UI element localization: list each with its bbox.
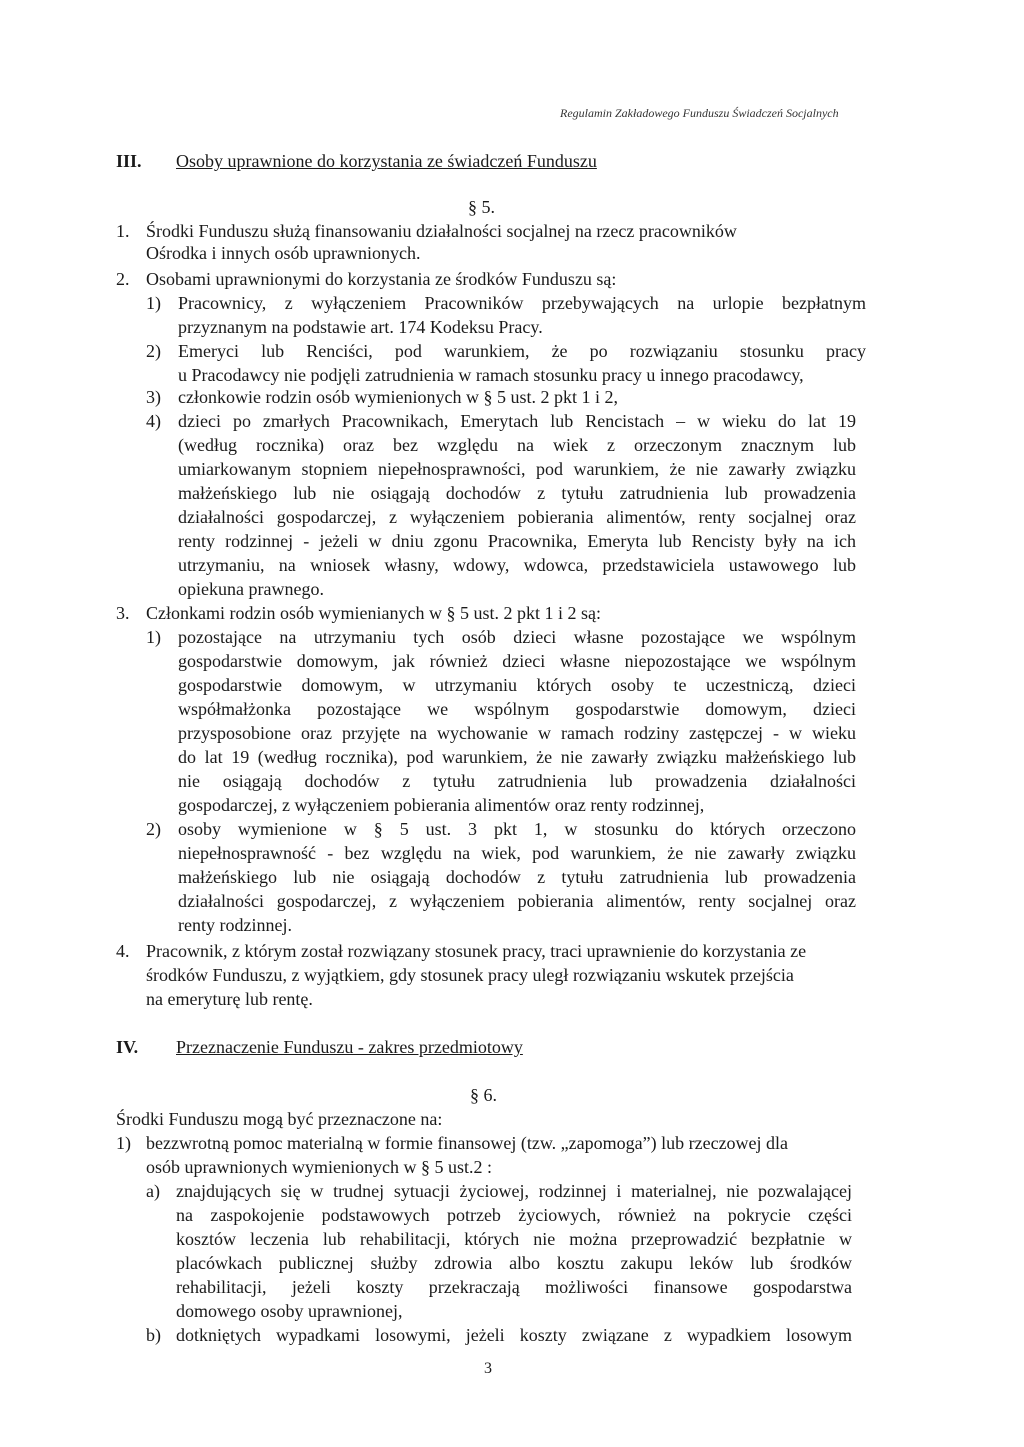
subitem-2-4-line: opiekuna prawnego. xyxy=(178,579,324,599)
running-header: Regulamin Zakładowego Funduszu Świadczeń Socjalnych xyxy=(560,106,839,120)
subitem-3-1-line: przysposobione oraz przyjęte na wychowanie w ramach rodziny zastępczej - w wieku xyxy=(178,723,856,743)
subitem-3-1-marker: 1) xyxy=(146,627,161,647)
item-1-line: Środki Funduszu służą finansowaniu działalności socjalnej na rzecz pracowników xyxy=(146,221,737,241)
s4-item-b-line: dotkniętych wypadkami losowymi, jeżeli koszty związane z wypadkiem losowym xyxy=(176,1325,852,1345)
subitem-2-4-line: małżeńskiego lub nie osiągają dochodów z tytułu zatrudnienia lub prowadzenia xyxy=(178,483,856,503)
subitem-2-1-marker: 1) xyxy=(146,293,161,313)
subitem-2-1-line: przyznanym na podstawie art. 174 Kodeksu Pracy. xyxy=(178,317,543,337)
subitem-3-2-line: osoby wymienione w § 5 ust. 3 pkt 1, w stosunku do których orzeczono xyxy=(178,819,856,839)
page-number: 3 xyxy=(484,1360,492,1377)
subitem-3-1-line: do lat 19 (według rocznika), pod warunkiem, że nie zawarły związku małżeńskiego lub xyxy=(178,747,856,767)
subitem-2-2-line: u Pracodawcy nie podjęli zatrudnienia w ramach stosunku pracy u innego pracodawcy, xyxy=(178,365,804,385)
s4-item-a-line: domowego osoby uprawnionej, xyxy=(176,1301,403,1321)
s4-item-a-line: placówkach publicznej służby zdrowia albo kosztu zakupu leków lub środków xyxy=(176,1253,852,1273)
subitem-3-1-line: pozostające na utrzymaniu tych osób dzieci własne pozostające we wspólnym xyxy=(178,627,856,647)
section-3-number: III. xyxy=(116,151,142,171)
item-1-line: Ośrodka i innych osób uprawnionych. xyxy=(146,243,421,263)
item-3-line: Członkami rodzin osób wymienianych w § 5 ust. 2 pkt 1 i 2 są: xyxy=(146,603,601,623)
subitem-3-2-line: renty rodzinnej. xyxy=(178,915,292,935)
subitem-2-4-line: (według rocznika) oraz bez względu na wiek z orzeczonym znacznym lub xyxy=(178,435,856,455)
s4-item-1-line: osób uprawnionych wymienionych w § 5 ust.2 : xyxy=(146,1157,492,1177)
subitem-3-2-line: działalności gospodarczej, z wyłączeniem pobierania alimentów, renty socjalnej oraz xyxy=(178,891,856,911)
item-3-marker: 3. xyxy=(116,603,130,623)
section-4-number: IV. xyxy=(116,1037,139,1057)
subitem-3-2-marker: 2) xyxy=(146,819,161,839)
s4-item-a-line: rehabilitacji, jeżeli koszty przekraczają możliwości finansowe gospodarstwa xyxy=(176,1277,852,1297)
item-2-line: Osobami uprawnionymi do korzystania ze środków Funduszu są: xyxy=(146,269,617,289)
item-4-line: na emeryturę lub rentę. xyxy=(146,989,313,1009)
section-4-title: Przeznaczenie Funduszu - zakres przedmiotowy xyxy=(176,1037,523,1057)
subitem-3-2-line: małżeńskiego lub nie osiągają dochodów z tytułu zatrudnienia lub prowadzenia xyxy=(178,867,856,887)
item-1-marker: 1. xyxy=(116,221,130,241)
item-2-marker: 2. xyxy=(116,269,130,289)
section-3-title: Osoby uprawnione do korzystania ze świadczeń Funduszu xyxy=(176,151,597,171)
item-4-line: środków Funduszu, z wyjątkiem, gdy stosunek pracy uległ rozwiązaniu wskutek przejścia xyxy=(146,965,794,985)
subitem-2-4-line: utrzymaniu, na wniosek własny, wdowy, wdowca, przedstawiciela ustawowego lub xyxy=(178,555,856,575)
subitem-2-4-line: umiarkowanym stopniem niepełnosprawności, pod warunkiem, że nie zawarły związku xyxy=(178,459,856,479)
s4-item-a-line: na zaspokojenie podstawowych potrzeb życiowych, również na pokrycie części xyxy=(176,1205,852,1225)
subitem-2-2-line: Emeryci lub Renciści, pod warunkiem, że po rozwiązaniu stosunku pracy xyxy=(178,341,866,361)
subitem-3-1-line: gospodarstwie domowym, jak również dzieci własne niepozostające we wspólnym xyxy=(178,651,856,671)
subitem-2-4-marker: 4) xyxy=(146,411,161,431)
subitem-3-1-line: gospodarstwie domowym, w utrzymaniu których osoby te uczestniczą, dzieci xyxy=(178,675,856,695)
subitem-2-4-line: działalności gospodarczej, z wyłączeniem pobierania alimentów, renty socjalnej oraz xyxy=(178,507,856,527)
s4-item-1-line: bezzwrotną pomoc materialną w formie finansowej (tzw. „zapomoga”) lub rzeczowej dla xyxy=(146,1133,789,1153)
s4-item-a-line: znajdujących się w trudnej sytuacji życiowej, rodzinnej i materialnej, nie pozwalającej xyxy=(176,1181,852,1201)
item-4-marker: 4. xyxy=(116,941,130,961)
subitem-2-2-marker: 2) xyxy=(146,341,161,361)
s4-item-a-line: kosztów leczenia lub rehabilitacji, których nie można przeprowadzić bezpłatnie w xyxy=(176,1229,852,1249)
s4-item-a-marker: a) xyxy=(146,1181,160,1201)
s4-item-1-marker: 1) xyxy=(116,1133,131,1153)
subitem-2-4-line: dzieci po zmarłych Pracownikach, Emerytach lub Rencistach – w wieku do lat 19 xyxy=(178,411,856,431)
s4-item-b-marker: b) xyxy=(146,1325,161,1345)
subitem-2-1-line: Pracownicy, z wyłączeniem Pracowników przebywających na urlopie bezpłatnym xyxy=(178,293,866,313)
section-4-intro: Środki Funduszu mogą być przeznaczone na: xyxy=(116,1109,443,1129)
subitem-3-1-line: gospodarczej, z wyłączeniem pobierania alimentów oraz renty rodzinnej, xyxy=(178,795,705,815)
subitem-3-1-line: nie osiągają dochodów z tytułu zatrudnienia lub prowadzenia działalności xyxy=(178,771,856,791)
subitem-3-2-line: niepełnosprawność - bez względu na wiek, pod warunkiem, że nie zawarły związku xyxy=(178,843,856,863)
subitem-2-3-marker: 3) xyxy=(146,387,161,407)
subitem-2-3-line: członkowie rodzin osób wymienionych w § 5 ust. 2 pkt 1 i 2, xyxy=(178,387,618,407)
paragraph-5-heading: § 5. xyxy=(468,197,495,217)
item-4-line: Pracownik, z którym został rozwiązany stosunek pracy, traci uprawnienie do korzystania ze xyxy=(146,941,807,961)
subitem-2-4-line: renty rodzinnej - jeżeli w dniu zgonu Pracownika, Emeryta lub Rencisty były na ich xyxy=(178,531,856,551)
subitem-3-1-line: współmałżonka pozostające we wspólnym gospodarstwie domowym, dzieci xyxy=(178,699,856,719)
paragraph-6-heading: § 6. xyxy=(470,1085,497,1105)
